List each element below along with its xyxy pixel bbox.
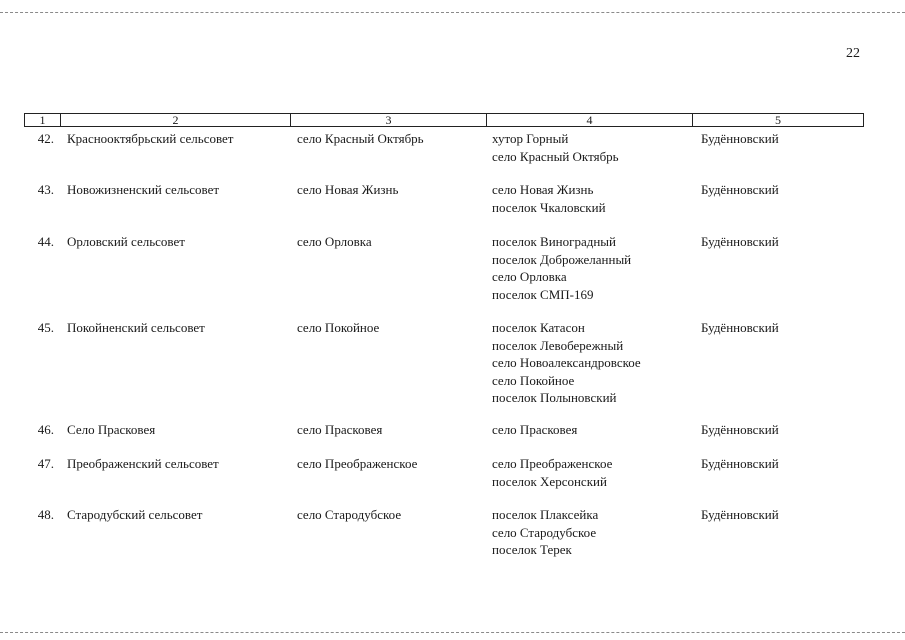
row-number: 43. [37,182,54,197]
row-number: 48. [37,507,54,522]
header-col-3: 3 [291,114,487,126]
settlements-list [492,319,641,407]
municipality-name: Новожизненский сельсовет [67,182,220,197]
settlement-item: поселок Херсонский [492,473,607,489]
settlement-item: поселок Левобережный [492,337,624,353]
header-col-2: 2 [61,114,291,126]
district-name: Будённовский [701,234,779,249]
settlement-item: село Красный Октябрь [492,148,619,164]
district-name: Будённовский [701,131,779,146]
page-number: 22 [846,46,860,61]
row-number: 47. [37,456,54,471]
settlement-item: село Покойное [492,372,575,388]
district-name: Будённовский [701,182,779,197]
table-header-row [24,113,864,127]
settlements-list [492,233,631,303]
settlement-item: поселок СМП-169 [492,286,594,302]
settlement-item: село Новая Жизнь [492,182,594,197]
settlement-item: поселок Виноградный [492,234,616,249]
header-col-1: 1 [25,114,61,126]
settlement-item: село Преображенское [492,456,613,471]
header-col-4: 4 [487,114,693,126]
settlements-list [492,181,606,216]
scan-edge-line-top [0,12,905,13]
admin-center: село Красный Октябрь [297,131,424,146]
header-col-5: 5 [775,113,781,127]
settlement-item: поселок Катасон [492,320,585,335]
municipality-name: Покойненский сельсовет [67,320,205,335]
admin-center: село Покойное [297,320,380,335]
admin-center: село Стародубское [297,507,402,522]
settlements-list [492,421,577,439]
row-number: 45. [37,320,54,335]
municipality-name: Преображенский сельсовет [67,456,219,471]
settlement-item: село Орловка [492,269,567,284]
district-name: Будённовский [701,422,779,437]
row-number: 44. [37,234,54,249]
municipality-name: Стародубский сельсовет [67,507,203,522]
district-name: Будённовский [701,456,779,471]
settlement-item: хутор Горный [492,131,569,146]
row-number: 46. [37,422,54,437]
settlement-item: село Прасковея [492,422,578,437]
settlement-item: поселок Полыновский [492,390,617,405]
settlements-list [492,455,612,490]
scan-edge-line-bottom [0,632,905,633]
settlements-list [492,506,598,559]
admin-center: село Орловка [297,234,372,249]
admin-center: село Новая Жизнь [297,182,399,197]
row-number: 42. [37,131,54,146]
settlement-item: поселок Плаксейка [492,507,599,522]
municipality-name: Орловский сельсовет [67,234,185,249]
admin-center: село Преображенское [297,456,418,471]
district-name: Будённовский [701,507,779,522]
settlement-item: поселок Чкаловский [492,199,606,215]
settlement-item: поселок Доброжеланный [492,251,632,267]
municipality-name: Село Прасковея [67,422,156,437]
district-name: Будённовский [701,320,779,335]
settlement-item: село Стародубское [492,524,597,540]
municipality-name: Краснооктябрьский сельсовет [67,131,234,146]
settlement-item: село Новоалександровское [492,355,641,370]
admin-center: село Прасковея [297,422,383,437]
settlements-list [492,130,619,165]
settlement-item: поселок Терек [492,542,572,557]
